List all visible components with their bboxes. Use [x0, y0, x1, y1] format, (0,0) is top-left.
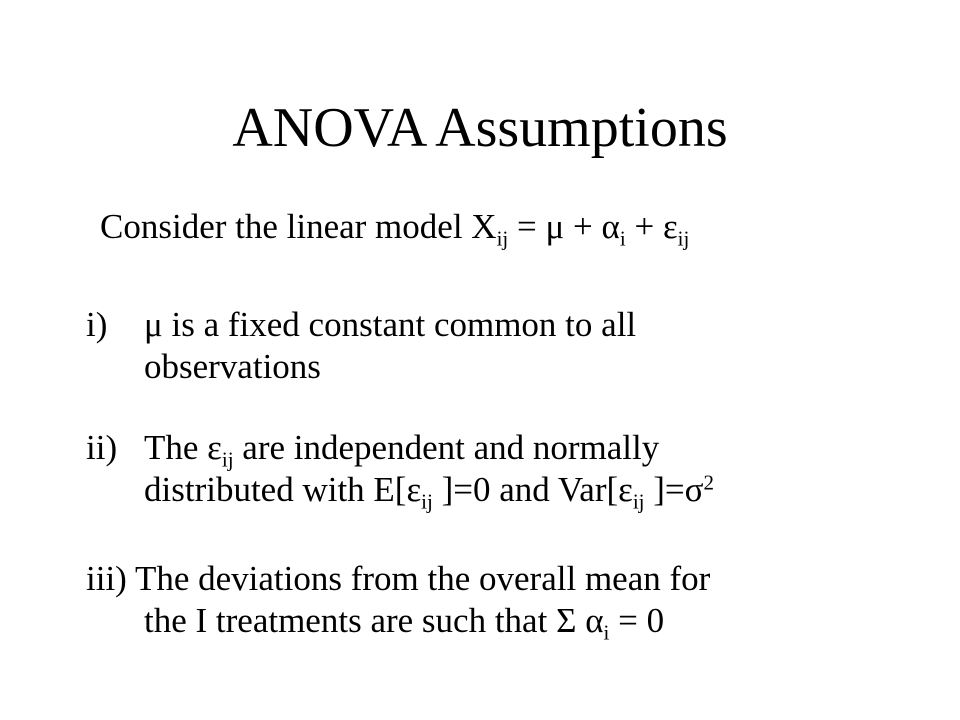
item-2-text: [86, 427, 886, 514]
item-2-sigma: σ: [684, 470, 704, 509]
item-2-line-1: [144, 427, 886, 472]
item-1-marker: i): [86, 305, 108, 344]
linear-model-statement: [100, 206, 690, 251]
item-2-line-1-start: The: [144, 428, 208, 467]
assumption-item-2: [86, 427, 886, 514]
item-2-line-2-mid: ]=0 and Var[: [432, 470, 619, 509]
assumption-item-3: [86, 558, 886, 645]
item-3-line-2-end: = 0: [609, 601, 665, 640]
item-1-line-2: observations: [144, 347, 321, 386]
model-prefix: Consider the linear model: [100, 207, 472, 246]
model-alpha: α: [601, 207, 620, 246]
item-1-line-1: μ is a fixed constant common to all: [144, 305, 637, 344]
item-2-line-1-end: are independent and normally: [233, 428, 660, 467]
model-alpha-subscript: i: [619, 226, 626, 251]
item-3-alpha-subscript: i: [603, 620, 610, 645]
model-equals: =: [508, 207, 546, 246]
item-3-line-1-text: The deviations from the overall mean for: [126, 559, 711, 598]
item-3-line-2-start: the I treatments are such that: [144, 601, 557, 640]
item-2-line-2-start: distributed with E[: [144, 470, 407, 509]
item-3-line-2: [86, 600, 886, 645]
model-plus-2: +: [625, 207, 663, 246]
assumption-item-1: [86, 304, 886, 388]
item-1-text: [86, 304, 886, 388]
item-2-line-2: [144, 469, 886, 514]
model-epsilon-subscript: ij: [677, 226, 690, 251]
model-mu: μ: [545, 207, 565, 246]
model-x: X: [471, 207, 497, 246]
item-3-marker: iii): [86, 559, 127, 598]
item-2-line-2-end: ]=: [644, 470, 685, 509]
item-2-epsilon-2: ε: [406, 470, 422, 509]
item-2-epsilon-3-subscript: ij: [632, 489, 645, 514]
item-3-space: [576, 601, 585, 640]
item-2-epsilon-3: ε: [618, 470, 633, 509]
model-plus-1: +: [564, 207, 602, 246]
item-2-marker: ii): [86, 428, 118, 467]
item-2-sigma-superscript: 2: [703, 470, 715, 495]
item-3-line-1: [86, 558, 886, 600]
slide-title: ANOVA Assumptions: [232, 97, 728, 159]
item-2-epsilon-subscript: ij: [221, 447, 234, 472]
model-epsilon: ε: [662, 207, 678, 246]
item-3-sigma-sum: Σ: [556, 601, 577, 640]
item-2-epsilon-2-subscript: ij: [421, 489, 433, 514]
model-x-subscript: ij: [496, 226, 509, 251]
item-3-alpha: α: [585, 601, 604, 640]
item-2-epsilon: ε: [207, 428, 222, 467]
